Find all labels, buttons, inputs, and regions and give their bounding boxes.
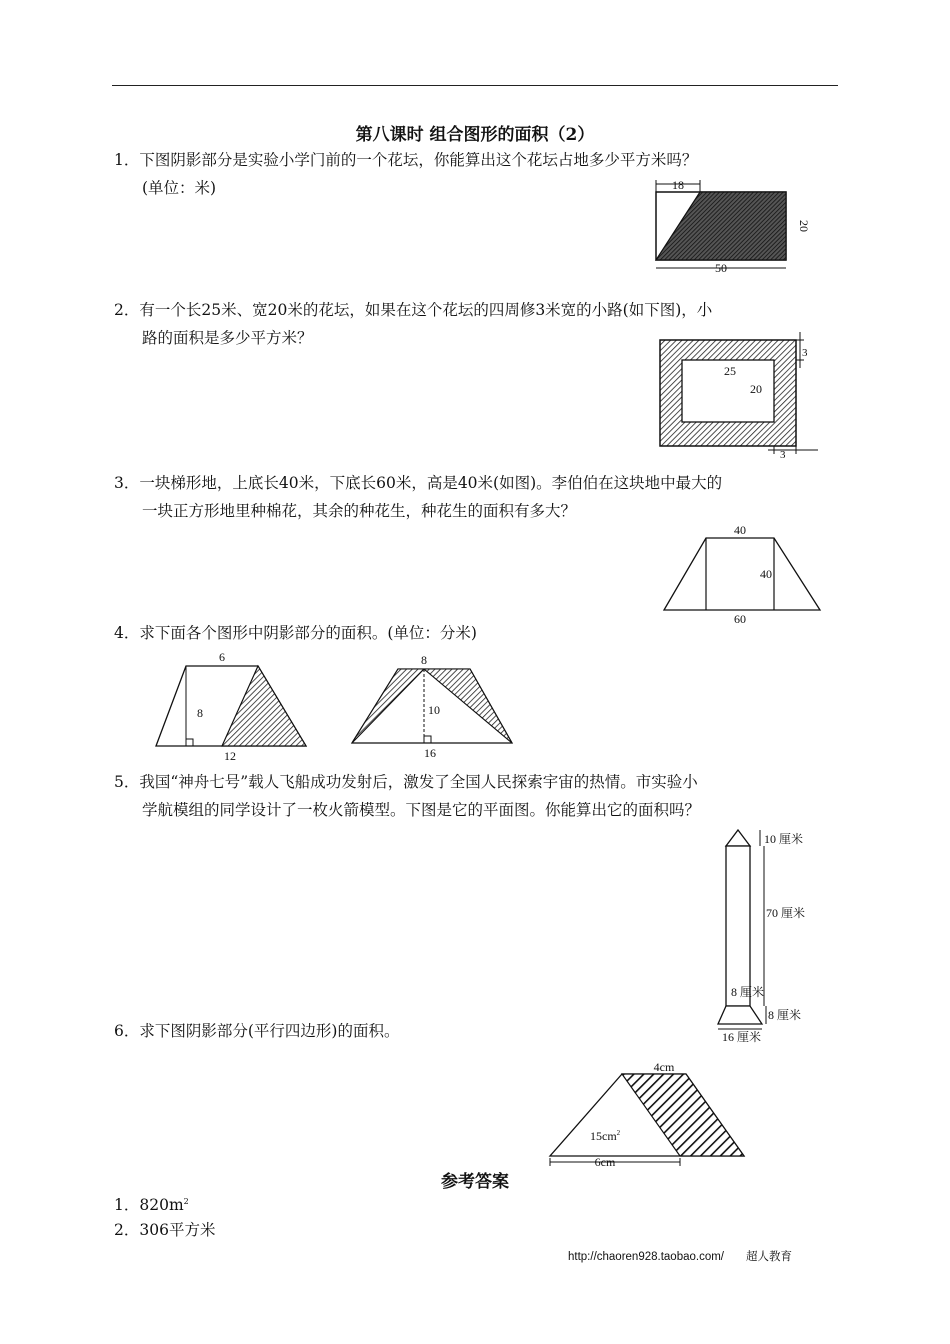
fig5-tip-label: 10 厘米	[764, 832, 804, 846]
page-title: 第八课时 组合图形的面积（2）	[355, 125, 595, 145]
header-rule	[112, 85, 838, 86]
question-3: 3．一块梯形地，上底长40米，下底长60米，高是40米(如图)。李伯伯在这块地中最大的 一块正方形地里种棉花，其余的种花生，种花生的面积有多大？	[114, 474, 723, 520]
fig6-top-label: 4cm	[653, 1060, 675, 1074]
figure-3-trapezoid	[658, 520, 828, 628]
fig4b-bottom-label: 16	[424, 746, 436, 760]
fig2-path-top: 3	[802, 347, 808, 359]
footer	[568, 1248, 792, 1264]
figure-6-trapezoid	[540, 1058, 750, 1170]
fig5-base-height-label: 8 厘米	[768, 1008, 802, 1022]
question-6: 6．求下图阴影部分(平行四边形)的面积。	[114, 1022, 400, 1040]
fig2-inner-length: 25	[724, 364, 736, 378]
fig5-base-width-label: 16 厘米	[722, 1030, 762, 1044]
fig4a-bottom-label: 12	[224, 749, 236, 763]
answer-2: 2．306平方米	[114, 1221, 216, 1239]
fig3-bottom-label: 60	[734, 612, 746, 626]
fig2-inner-width: 20	[750, 382, 762, 396]
figure-1-parallelogram	[648, 174, 811, 275]
fig3-height-label: 40	[760, 567, 772, 581]
figure-4b-trapezoid	[348, 648, 518, 764]
fig4a-top-label: 6	[219, 650, 225, 664]
fig3-top-label: 40	[734, 523, 746, 537]
fig1-bottom-label: 50	[715, 261, 727, 275]
figure-5-rocket	[714, 826, 836, 1048]
fig4b-top-label: 8	[421, 653, 427, 667]
fig6-area-label: $15cm^2$	[590, 1129, 621, 1143]
fig6-bottom-label: 6cm	[594, 1155, 616, 1169]
fig5-body-width-label: 8 厘米	[731, 985, 765, 999]
fig2-path-bottom: 3	[780, 449, 786, 461]
fig1-top-label: 18	[672, 178, 684, 192]
footer-brand: 超人教育	[746, 1251, 792, 1263]
fig1-right-label: 20	[797, 220, 811, 232]
fig4a-height-label: 8	[197, 706, 203, 720]
question-4: 4．求下面各个图形中阴影部分的面积。(单位：分米)	[114, 624, 477, 642]
answers-title: 参考答案	[441, 1172, 509, 1192]
question-1: 1．下图阴影部分是实验小学门前的一个花坛，你能算出这个花坛占地多少平方米吗？ (单位：米)	[114, 151, 698, 197]
figure-4a-trapezoid	[150, 648, 316, 764]
answer-1: 1．$820m^2$	[114, 1196, 189, 1214]
fig4b-height-label: 10	[428, 703, 440, 717]
fig5-body-label: 70 厘米	[766, 906, 806, 920]
figure-2-path	[652, 330, 832, 462]
question-5: 5．我国“神舟七号”载人飞船成功发射后，激发了全国人民探索宇宙的热情。市实验小 学航模组的同学设计了一枚火箭模型。下图是它的平面图。你能算出它的面积吗？	[114, 773, 701, 819]
question-2: 2．有一个长25米、宽20米的花坛，如果在这个花坛的四周修3米宽的小路(如下图)，小 路的面积是多少平方米？	[114, 301, 713, 347]
footer-url: http://chaoren928.taobao.com/	[568, 1251, 724, 1263]
